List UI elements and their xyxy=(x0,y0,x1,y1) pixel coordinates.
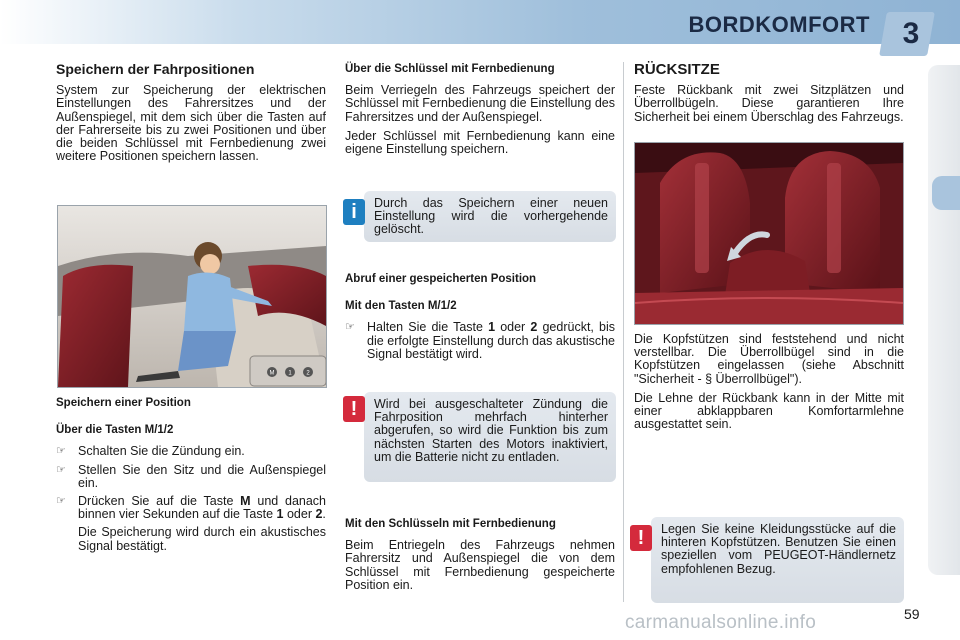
left-column xyxy=(56,63,326,169)
confirm-text: Die Speicherung wird durch ein akustisches Signal bestätigt. xyxy=(78,525,326,553)
subsubsection-title: Mit den Tasten M/1/2 xyxy=(345,300,457,313)
side-index-tab[interactable] xyxy=(932,176,960,210)
right-column: RÜCKSITZE Feste Rückbank mit zwei Sitzplätzen und Überrollbügeln. Diese garantieren Ihre Sicherheit bei einem Überschlag des Fahrzeugs. xyxy=(634,61,904,124)
memory-button-m: M xyxy=(269,370,275,377)
hand-pointer-icon: ☞ xyxy=(56,463,66,476)
subsection-title: Mit den Schlüsseln mit Fernbedienung xyxy=(345,518,556,530)
info-note: Durch das Speichern einer neuen Einstellung wird die vorhergehende gelöscht. xyxy=(364,191,616,242)
hand-pointer-icon: ☞ xyxy=(56,445,66,458)
subsubsection-title: Über die Tasten M/1/2 xyxy=(56,424,174,437)
chapter-title: BORDKOMFORT xyxy=(688,12,870,37)
page-number: 59 xyxy=(904,606,920,622)
rear-seats-photo xyxy=(634,142,904,325)
memory-button-1: 1 xyxy=(288,370,292,377)
left-column-lower xyxy=(56,397,326,559)
middle-column-recall xyxy=(345,273,615,366)
watermark: carmanualsonline.info xyxy=(625,612,817,633)
subsection-title: Speichern einer Position xyxy=(56,397,191,409)
section-title: Speichern der Fahrpositionen xyxy=(56,61,255,77)
memory-button-2: 2 xyxy=(306,370,310,377)
list-item: ☞ Drücken Sie auf die Taste M und danach binnen vier Sekunden auf die Taste 1 oder 2. xyxy=(56,494,326,522)
warning-icon: ! xyxy=(630,525,652,551)
middle-column-keys: Mit den Schlüsseln mit Fernbedienung Beim Entriegeln des Fahrzeugs nehmen Fahrersitz und Außenspiegel die von dem Schlüssel mit Fernbedienung gespeicherte Position ein. xyxy=(345,518,615,592)
warning-note-rear: Legen Sie keine Kleidungsstücke auf die hinteren Kopfstützen. Benutzen Sie einen speziellen vom PEUGEOT-Händlernetz empfohlenen Bezug. xyxy=(651,517,904,603)
right-column-lower: Die Kopfstützen sind feststehend und nicht verstellbar. Die Überrollbügel sind in die Kopfstützen eingelassen (siehe Abschnitt "Sicherheit - § Überrollbügel"). Die Lehne der Rückbank kann in der Mitte mit einer abklappbaren Komfortarmlehne ausgestattet sein. xyxy=(634,332,904,432)
warning-icon: ! xyxy=(343,396,365,422)
hand-pointer-icon: ☞ xyxy=(56,495,66,508)
info-icon: i xyxy=(343,199,365,225)
driver-seat-illustration xyxy=(58,206,326,387)
chapter-number: 3 xyxy=(902,17,920,50)
driver-seat-photo xyxy=(57,205,327,388)
column-divider xyxy=(623,62,624,602)
side-index-strip xyxy=(928,65,960,575)
list-item: ☞ Schalten Sie die Zündung ein. xyxy=(56,444,245,459)
section-title: RÜCKSITZE xyxy=(634,61,720,78)
list-item: ☞ Stellen Sie den Sitz und die Außenspiegel ein. xyxy=(56,462,326,490)
warning-note: Wird bei ausgeschalteter Zündung die Fahrposition mehrfach hinterher abgerufen, so wird die Funktion bis zum nächsten Starten des Motors inaktiviert, um die Batterie nicht zu entladen. xyxy=(364,392,616,482)
intro-text: System zur Speicherung der elektrischen Einstellungen des Fahrersitzes und der Außenspiegel, mit dem sich über die Tasten auf der Fahrerseite bis zu zwei Positionen und über die beiden Schlüssel mit Fernbedienung zwei weitere Positionen speichern lassen. xyxy=(56,83,326,164)
hand-pointer-icon: ☞ xyxy=(345,321,355,334)
subsection-title: Über die Schlüssel mit Fernbedienung xyxy=(345,63,555,75)
rear-seats-illustration xyxy=(635,143,903,324)
list-item: ☞ Halten Sie die Taste 1 oder 2 gedrückt, bis die erfolgte Einstellung durch das akustische Signal bestätigt wird. xyxy=(345,320,616,361)
subsection-title: Abruf einer gespeicherten Position xyxy=(345,273,537,285)
middle-column: Über die Schlüssel mit Fernbedienung Beim Verriegeln des Fahrzeugs speichert der Schlüssel mit Fernbedienung die Einstellung des Fahrersitzes und der Außenspiegel. Jeder Schlüssel mit Fernbedienung kann eine eigene Einstellung speichern. xyxy=(345,63,615,157)
